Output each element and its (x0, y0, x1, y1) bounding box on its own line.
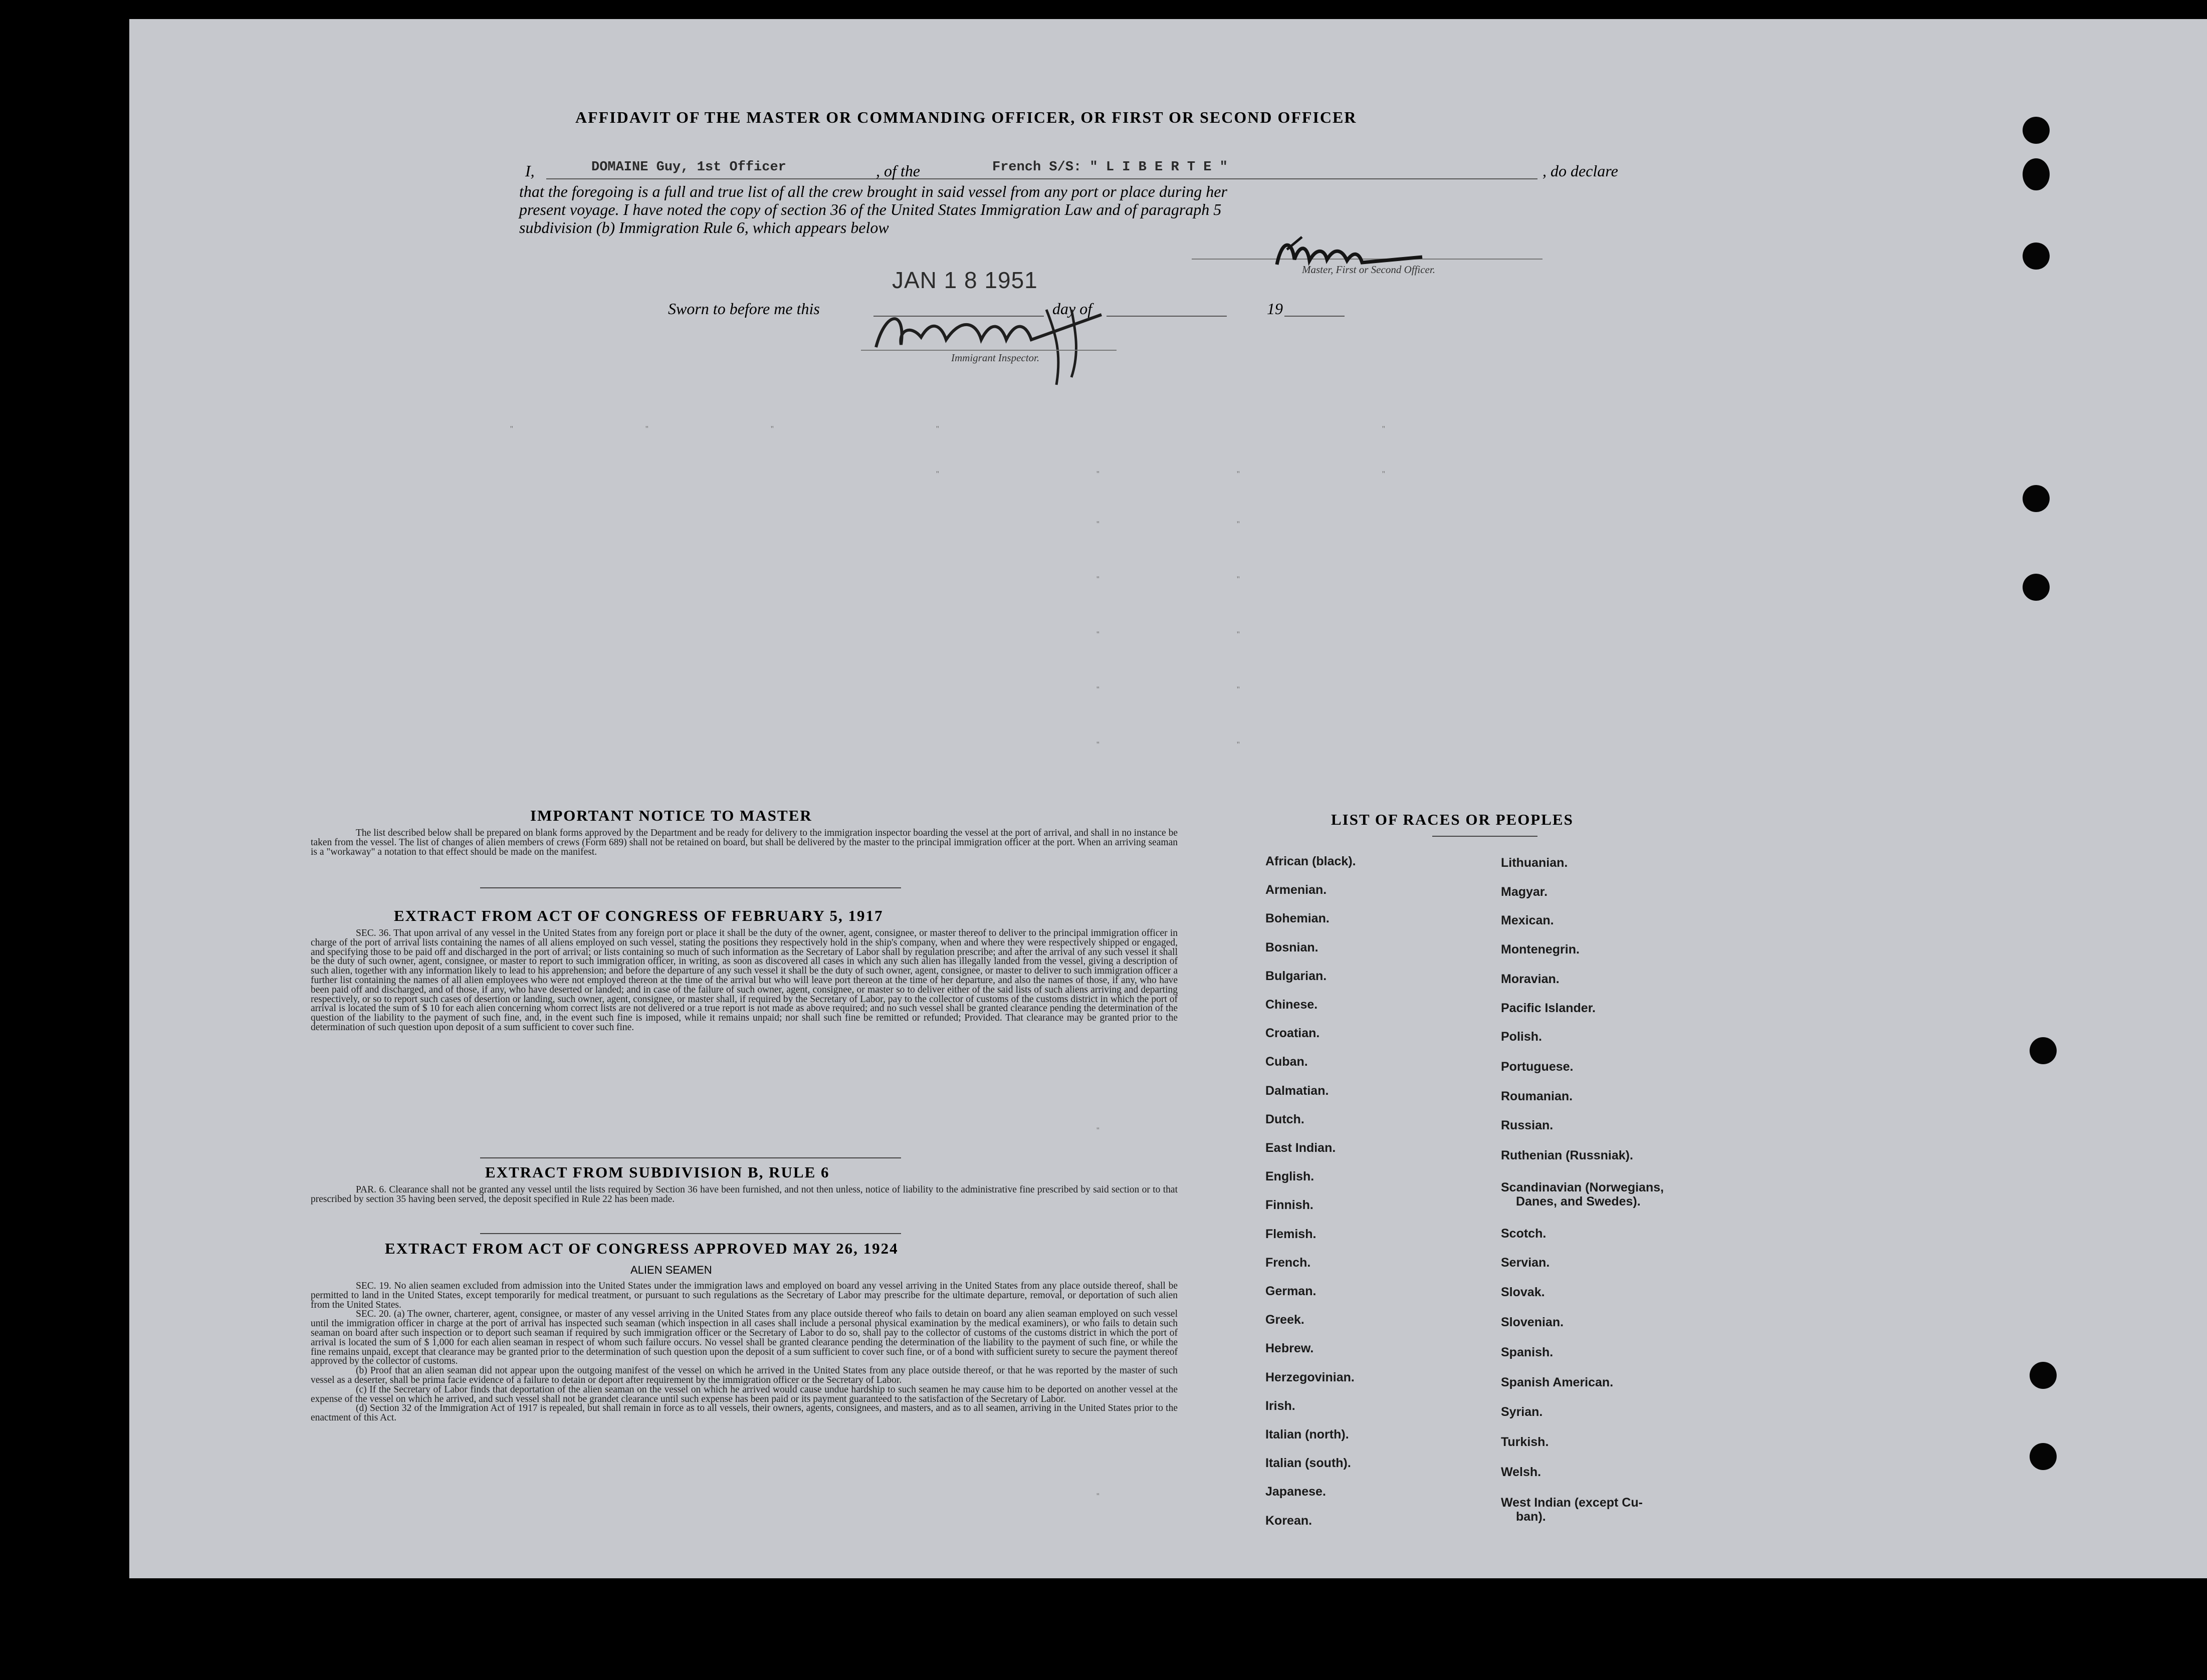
race-item: Russian. (1501, 1118, 1554, 1132)
race-item: African (black). (1265, 854, 1356, 868)
race-item: Korean. (1265, 1513, 1312, 1528)
race-item: Danes, and Swedes). (1516, 1194, 1641, 1209)
race-item: Bohemian. (1265, 911, 1330, 926)
date-stamp: JAN 1 8 1951 (892, 267, 1038, 293)
race-item: Turkish. (1501, 1435, 1549, 1449)
extract2-paragraph: PAR. 6. Clearance shall not be granted any vessel until the lists required by Section 36 have been furnished, and not then unless, notice of liability to the administrative fine prescribed by said section or to that prescribed by section 35 having been served, the deposit specified in Rule 22 has been made. (311, 1184, 1178, 1205)
day-of-label: day of (1052, 300, 1092, 318)
affidavit-body-line-1: that the foregoing is a full and true list of all the crew brought in said vessel from any port or place during her (519, 182, 1227, 200)
race-item: Bosnian. (1265, 940, 1318, 954)
race-item: West Indian (except Cu- (1501, 1496, 1643, 1510)
race-item: Chinese. (1265, 998, 1318, 1012)
extract3-paragraph-4: (c) If the Secretary of Labor finds that deportation of the alien seaman on the vessel on which he arrived would cause undue hardship to such seamen he may cause him to be deported on another vessel at the expense of the vessel on which he arrived, and such vessel shall not be grandet clearance until such expense has been paid or its payment guaranteed to the satisfaction of the Secretary of Labor. (311, 1384, 1178, 1404)
race-item: Mexican. (1501, 913, 1554, 927)
binder-hole (2023, 485, 2050, 512)
race-item: Slovak. (1501, 1285, 1545, 1299)
race-item: Magyar. (1501, 885, 1548, 899)
year-label: 19 (1267, 300, 1283, 318)
race-item: Portuguese. (1501, 1060, 1574, 1074)
race-item: Lithuanian. (1501, 856, 1568, 870)
race-item: German. (1265, 1284, 1316, 1298)
race-item: Montenegrin. (1501, 942, 1580, 956)
binder-hole (2030, 1037, 2057, 1064)
race-item: Herzegovinian. (1265, 1370, 1355, 1384)
document-sheet: AFFIDAVIT OF THE MASTER OR COMMANDING OFFICER, OR FIRST OR SECOND OFFICER I, DOMAINE Guy, 1st Officer , of the French S/S: " L I B E R T E " , do declare that the foregoing is a full and true list of all the crew brought in said vessel from any port or place during her present voyage. I have noted the copy of section 36 of the United States Immigration Law and of paragraph 5 subdivision (b) Immigration Rule 6, which appears below Master, First or Second Officer. JAN 1 8 1951 Sworn to before me this day of 19 Immigrant Inspector. '' '' '' '' '' '' '' '' '' '' '' '' '' '' '' '' '' '' '' '' '' IMPORTANT NOTICE TO MASTER The list described below shall be prepared on blank forms approved by the Department and be ready for delivery to the immigration inspector boarding the vessel at the port of arrival, and shall in no instance be taken from the vessel. The list of changes of alien members of crews (Form 689) shall not be retained on board, but shall be delivered by the master to the principal immigration officer at the port. When an arriving seaman is a "workaway" a notation to that effect should be made on the manifest. EXTRACT FROM ACT OF CONGRESS OF FEBRUARY 5, 1917 SEC. 36. That upon arrival of any vessel in the United States from any foreign port or place it shall be the duty of the owner, agent, consignee, or master thereof to deliver to the principal immigration officer in charge of the port of arrival lists containing the names of all aliens employed on such vessel, stating the positions they respectively hold in the ship's company, when and where they were respectively shipped or engaged, and specifying those to be paid off and discharged in the port of arrival; or lists containing so much of such information as the Secretary of Labor shall by regulation prescribe; and after the arrival of any such vessel it shall be the duty of such owner, agent, consignee, or master to report to such immigration officer, in writing, as soon as discovered all cases in which any such alien has illegally landed from the vessel, giving a description of such alien, together with any information likely to lead to his apprehension; and before the departure of any such vessel it shall be the duty of such owner, agent, consignee, or master to deliver to such immigration officer a further list containing the names of all alien employees who were not employed thereon at the time of the arrival but who will leave port thereon at the time of her departure, and also the names of those, if any, who have been paid off and discharged, and of those, if any, who have deserted or landed; and in case of the failure of such owner, agent, consignee, or master so to deliver either of the said lists of such aliens arriving and departing respectively, or so to report such cases of desertion or landing, such owner, agent, consignee, or master shall, if required by the Secretary of Labor, pay to the collector of customs of the customs district in which the port of arrival is located the sum of $ 10 for each alien concerning whom correct lists are not delivered or a true report is not made as above required; and no such vessel shall be granted clearance pending the determination of the question of the liability to the payment of such fine, and, in the event such fine is imposed, while it remains unpaid; nor shall such fine be remitted or refunded; Provided. That clearance may be granted prior to the determination of such question upon deposit of a sum sufficient to cover such fine. EXTRACT FROM SUBDIVISION B, RULE 6 PAR. 6. Clearance shall not be granted any vessel until the lists required by Section 36 have been furnished, and not then unless, notice of liability to the administrative fine prescribed by said section or to that prescribed by section 35 having been served, the deposit specified in Rule 22 has been made. EXTRACT FROM ACT OF CONGRESS APPROVED MAY 26, 1924 ALIEN SEAMEN SEC. 19. No alien seamen excluded from admission into the United States under the immigration laws and employed on board any vessel arriving in the United States from any place outside thereof, shall be permitted to land in the United States, except temporarily for medical treatment, or pursuant to such regulations as the Secretary of Labor may prescribe for the ultimate departure, removal, or deportation of such alien from the United States. SEC. 20. (a) The owner, charterer, agent, consignee, or master of any vessel arriving in the United States from any place outside thereof who fails to detain on board any alien seaman employed on such vessel until the immigration officer in charge at the port of arrival has inspected such seaman (which inspection in all cases shall include a personal physical examination by the medical examiners), or who fails to detain such seaman on board after such inspection or to deport such seaman if required by such immigration officer or the Secretary of Labor to do so, shall pay to the collector of customs of the customs district in which the port of arrival is located the sum of $ 1,000 for each alien seaman in respect of whom such failure occurs. No vessel shall be granted clearance pending the determination of the liability to the payment of such fine, or while the fine remains unpaid, except that clearance may be granted prior to the determination of such question upon the deposit of a sum sufficient to cover such fine, or of a bond with sufficient surety to secure the payment thereof approved by the collector of customs. (b) Proof that an alien seaman did not appear upon the outgoing manifest of the vessel on which he arrived in the United States from any place outside thereof, or that he was reported by the master of such vessel as a deserter, shall be prima facie evidence of a failure to detain or deport after requirement by the immigration officer or the Secretary of Labor. (c) If the Secretary of Labor finds that deportation of the alien seaman on the vessel on which he arrived would cause undue hardship to such seamen he may cause him to be deported on another vessel at the expense of the vessel on which he arrived, and such vessel shall not be grandet clearance until such expense has been paid or its payment guaranteed to the satisfaction of the Secretary of Labor. (d) Section 32 of the Immigration Act of 1917 is repealed, but shall remain in force as to all vessels, their owners, agents, consignees, and masters, and as to all seamen, arriving in the United States prior to the enactment of this Act. LIST OF RACES OR PEOPLES African (black). Armenian. Bohemian. Bosnian. Bulgarian. Chinese. Croatian. Cuban. Dalmatian. Dutch. East Indian. English. Finnish. Flemish. French. German. Greek. Hebrew. Herzegovinian. Irish. Italian (north). Italian (south). Japanese. Korean. Lithuanian. Magyar. Mexican. Montenegrin. Moravian. Pacific Islander. Polish. Portuguese. Roumanian. Russian. Ruthenian (Russniak). Scandinavian (Norwegians, Danes, and Swedes). Scotch. Servian. Slovak. Slovenian. Spanish. Spanish American. Syrian. Turkish. Welsh. West Indian (except Cu- ban). (129, 19, 2207, 1578)
vessel-name: French S/S: " L I B E R T E " (992, 160, 1228, 175)
race-item: English. (1265, 1169, 1314, 1184)
notice-body (311, 829, 1178, 857)
race-item: ban). (1516, 1510, 1546, 1524)
notice-paragraph: The list described below shall be prepared on blank forms approved by the Department and be ready for delivery to the immigration inspector boarding the vessel at the port of arrival, and shall in no instance be taken from the vessel. The list of changes of alien members of crews (Form 689) shall not be retained on board, but shall be delivered by the master to the principal immigration officer at the port. When an arriving seaman is a "workaway" a notation to that effect should be made on the manifest. (311, 828, 1178, 857)
declare-label: , do declare (1542, 162, 1618, 180)
binder-hole (2030, 1443, 2057, 1470)
race-item: Servian. (1501, 1256, 1550, 1270)
races-title: LIST OF RACES OR PEOPLES (1331, 811, 1574, 828)
affidavit-i-label: I, (525, 162, 535, 180)
race-item: Italian (south). (1265, 1456, 1351, 1471)
race-item: Scandinavian (Norwegians, (1501, 1180, 1664, 1194)
binder-hole (2023, 574, 2050, 601)
extract3-paragraph-2: SEC. 20. (a) The owner, charterer, agent, consignee, or master of any vessel arriving in the United States from any place outside thereof who fails to detain on board any alien seaman employed on such vessel until the immigration officer in charge at the port of arrival has inspected such seaman (which inspection in all cases shall include a personal physical examination by the medical examiners), or who fails to detain such seaman on board after such inspection or to deport such seaman if required by such immigration officer or the Secretary of Labor to do so, shall pay to the collector of customs of the customs district in which the port of arrival is located the sum of $ 1,000 for each alien seaman in respect of whom such failure occurs. No vessel shall be granted clearance pending the determination of the liability to the payment of such fine, or while the fine remains unpaid, except that clearance may be granted prior to the determination of such question upon the deposit of a sum sufficient to cover such fine, or of a bond with sufficient surety to secure the payment thereof approved by the collector of customs. (311, 1309, 1178, 1367)
extract3-body (311, 1282, 1178, 1423)
sworn-label: Sworn to before me this (668, 300, 820, 318)
race-item: Cuban. (1265, 1055, 1308, 1069)
extract3-title: EXTRACT FROM ACT OF CONGRESS APPROVED MAY 26, 1924 (385, 1240, 899, 1257)
race-item: Roumanian. (1501, 1089, 1573, 1103)
race-item: Slovenian. (1501, 1315, 1564, 1329)
race-item: Spanish American. (1501, 1375, 1614, 1389)
officer-name: DOMAINE Guy, 1st Officer (591, 160, 786, 175)
race-item: Spanish. (1501, 1345, 1554, 1359)
race-item: Ruthenian (Russniak). (1501, 1148, 1633, 1162)
inspector-signature (866, 290, 1147, 390)
race-item: Syrian. (1501, 1405, 1543, 1419)
race-item: Bulgarian. (1265, 969, 1327, 983)
race-item: Dalmatian. (1265, 1083, 1329, 1098)
extract1-body (311, 929, 1178, 1033)
race-item: Italian (north). (1265, 1427, 1349, 1442)
inspector-caption: Immigrant Inspector. (951, 352, 1040, 364)
of-the-label: , of the (876, 162, 920, 180)
race-item: Greek. (1265, 1313, 1304, 1327)
extract1-paragraph: SEC. 36. That upon arrival of any vessel in the United States from any foreign port or place it shall be the duty of the owner, agent, consignee, or master thereof to deliver to the principal immigration officer in charge of the port of arrival lists containing the names of all aliens employed on such vessel, stating the positions they respectively hold in the ship's company, when and where they were respectively shipped or engaged, and specifying those to be paid off and discharged in the port of arrival; or lists containing so much of such information as the Secretary of Labor shall by regulation prescribe; and after the arrival of any such vessel it shall be the duty of such owner, agent, consignee, or master to report to such immigration officer, in writing, as soon as discovered all cases in which any such alien has illegally landed from the vessel, giving a description of such alien, together with any information likely to lead to his apprehension; and before the departure of any such vessel it shall be the duty of such owner, agent, consignee, or master to deliver to such immigration officer a further list containing the names of all alien employees who were not employed thereon at the time of the arrival but who will leave port thereon at the time of her departure, and also the names of those, if any, who have been paid off and discharged, and of those, if any, who have deserted or landed; and in case of the failure of such owner, agent, consignee, or master so to deliver either of the said lists of such aliens arriving and departing respectively, or so to report such cases of desertion or landing, such owner, agent, consignee, or master shall, if required by the Secretary of Labor, pay to the collector of customs of the customs district in which the port of arrival is located the sum of $ 10 for each alien concerning whom correct lists are not delivered or a true report is not made as above required; and no such vessel shall be granted clearance pending the determination of the question of the liability to the payment of such fine, and, in the event such fine is imposed, while it remains unpaid; nor shall such fine be remitted or refunded; Provided. That clearance may be granted prior to the determination of such question upon deposit of a sum sufficient to cover such fine. (311, 928, 1178, 1033)
race-item: Pacific Islander. (1501, 1001, 1596, 1015)
race-item: Hebrew. (1265, 1341, 1314, 1356)
race-item: Flemish. (1265, 1227, 1316, 1241)
extract1-title: EXTRACT FROM ACT OF CONGRESS OF FEBRUARY 5, 1917 (394, 907, 884, 924)
binder-hole (2023, 243, 2050, 270)
extract2-body (311, 1185, 1178, 1205)
race-item: Dutch. (1265, 1112, 1304, 1126)
binder-hole (2023, 158, 2050, 190)
affidavit-title: AFFIDAVIT OF THE MASTER OR COMMANDING OFFICER, OR FIRST OR SECOND OFFICER (575, 108, 1357, 126)
race-item: Armenian. (1265, 883, 1327, 897)
race-item: Welsh. (1501, 1465, 1541, 1479)
extract3-paragraph-3: (b) Proof that an alien seaman did not appear upon the outgoing manifest of the vessel on which he arrived in the United States from any place outside thereof, or that he was reported by the master of such vessel as a deserter, shall be prima facie evidence of a failure to detain or deport after requirement by the immigration officer or the Secretary of Labor. (311, 1365, 1178, 1385)
race-item: East Indian. (1265, 1141, 1336, 1155)
race-item: French. (1265, 1255, 1311, 1270)
race-item: Japanese. (1265, 1485, 1326, 1499)
race-item: Irish. (1265, 1398, 1295, 1413)
affidavit-body-line-2: present voyage. I have noted the copy of section 36 of the United States Immigration Law and of paragraph 5 (519, 200, 1222, 218)
extract3-subtitle: ALIEN SEAMEN (630, 1264, 712, 1276)
race-item: Moravian. (1501, 972, 1560, 986)
race-item: Polish. (1501, 1030, 1542, 1044)
extract3-paragraph-5: (d) Section 32 of the Immigration Act of 1917 is repealed, but shall remain in force as to all vessels, their owners, agents, consignees, and masters, and as to all seamen, arriving in the United States prior to the enactment of this Act. (311, 1403, 1178, 1423)
extract2-title: EXTRACT FROM SUBDIVISION B, RULE 6 (485, 1163, 830, 1181)
race-item: Finnish. (1265, 1198, 1313, 1213)
binder-hole (2030, 1362, 2057, 1389)
extract3-paragraph-1: SEC. 19. No alien seamen excluded from admission into the United States under the immigration laws and employed on board any vessel arriving in the United States from any place outside thereof, shall be permitted to land in the United States, except temporarily for medical treatment, or pursuant to such regulations as the Secretary of Labor may prescribe for the ultimate departure, removal, or deportation of such alien from the United States. (311, 1281, 1178, 1310)
binder-hole (2023, 117, 2050, 144)
affidavit-body-line-3: subdivision (b) Immigration Rule 6, which appears below (519, 218, 889, 236)
race-item: Scotch. (1501, 1227, 1547, 1241)
race-item: Croatian. (1265, 1026, 1320, 1041)
officer-caption: Master, First or Second Officer. (1302, 264, 1435, 276)
notice-title: IMPORTANT NOTICE TO MASTER (530, 807, 812, 824)
